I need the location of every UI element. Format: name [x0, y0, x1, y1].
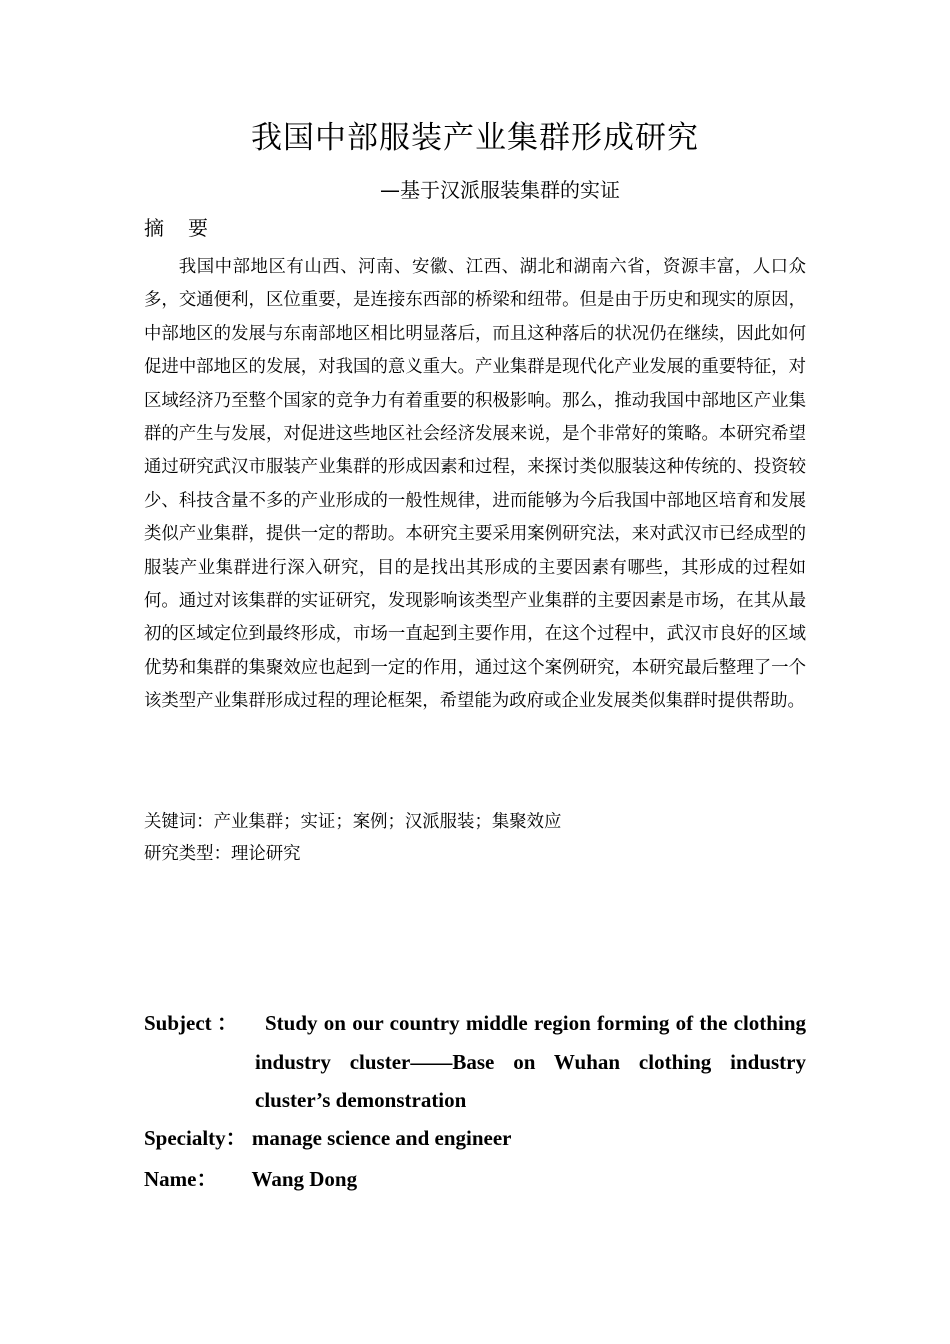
research-type-value: 理论研究: [230, 844, 301, 864]
english-specialty: [144, 1123, 806, 1153]
page-title: 我国中部服装产业集群形成研究: [251, 120, 699, 156]
english-subject-label: Subject ：: [144, 1011, 238, 1035]
english-name-value: Wang Dong: [251, 1167, 358, 1191]
english-name: [144, 1164, 806, 1194]
research-type-line: [144, 840, 301, 868]
english-specialty-value: manage science and engineer: [251, 1126, 512, 1150]
keywords-label: 关键词：: [144, 812, 214, 832]
abstract-body: 我国中部地区有山西、河南、安徽、江西、湖北和湖南六省，资源丰富，人口众多，交通便利，区位重要，是连接东西部的桥梁和纽带。但是由于历史和现实的原因，中部地区的发展与东南部地区相比明显落后，而且这种落后的状况仍在继续，因此如何促进中部地区的发展，对我国的意义重大。产业集群是现代化产业发展的重要特征，对区域经济乃至整个国家的竞争力有着重要的积极影响。那么，推动我国中部地区产业集群的产生与发展，对促进这些地区社会经济发展来说，是个非常好的策略。本研究希望通过研究武汉市服装产业集群的形成因素和过程，来探讨类似服装这种传统的、投资较少、科技含量不多的产业形成的一般性规律，进而能够为今后我国中部地区培育和发展类似产业集群，提供一定的帮助。本研究主要采用案例研究法，来对武汉市已经成型的服装产业集群进行深入研究，目的是找出其形成的主要因素有哪些，其形成的过程如何。通过对该集群的实证研究，发现影响该类型产业集群的主要因素是市场，在其从最初的区域定位到最终形成，市场一直起到主要作用，在这个过程中，武汉市良好的区域优势和集群的集聚效应也起到一定的作用，通过这个案例研究，本研究最后整理了一个该类型产业集群形成过程的理论框架，希望能为政府或企业发展类似集群时提供帮助。: [144, 257, 806, 712]
research-type-label: 研究类型：: [144, 844, 231, 864]
page-subtitle: —基于汉派服装集群的实证: [380, 178, 620, 202]
keywords-line: [144, 808, 561, 836]
english-subject: [144, 1004, 806, 1120]
english-name-label: Name：: [144, 1167, 218, 1191]
english-specialty-label: Specialty：: [144, 1126, 247, 1150]
english-subject-value: Study on our country middle region forming of the clothing industry cluster——Base on Wuhan clothing industry cluster’s demonstration: [255, 1011, 806, 1112]
keywords-value: 产业集群；实证；案例；汉派服装；集聚效应: [213, 812, 562, 832]
abstract-heading: 摘要: [144, 216, 232, 240]
